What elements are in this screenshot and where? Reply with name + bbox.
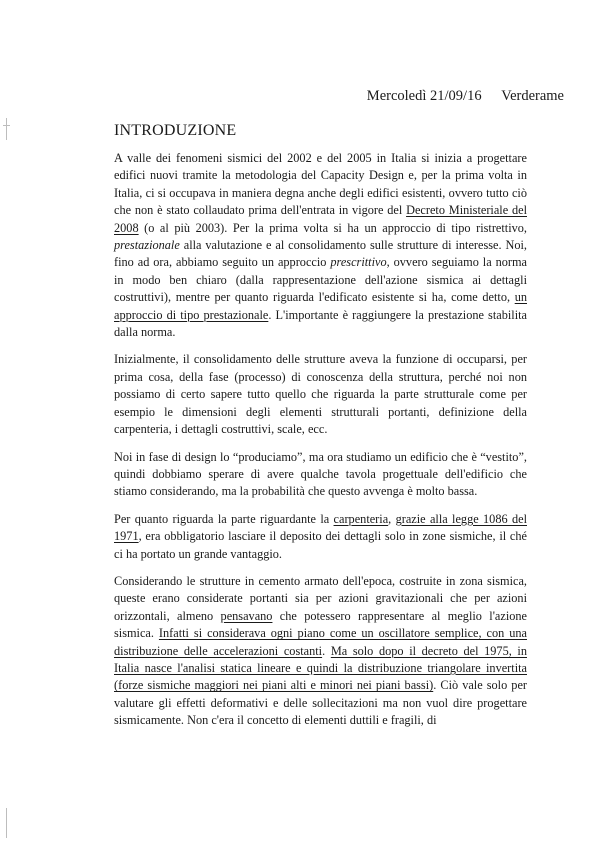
- text-run: ,: [388, 511, 396, 526]
- text-run: .: [322, 643, 331, 658]
- header-date: Mercoledì 21/09/16: [366, 88, 482, 104]
- text-run: Per quanto riguarda la parte riguardante la: [114, 511, 334, 526]
- paragraph-2: Inizialmente, il consolidamento delle strutture aveva la funzione di occuparsi, per prima cosa, della fase (processo) di conoscenza della struttura, perché noi non possiamo di certo sapere tutto quello che riguarda la parte strutturale come per esempio le dimensioni degli elementi strutturali portanti, definizione della carpenteria, i dettagli costruttivi, scale, ecc.: [114, 352, 527, 437]
- binder-margin-mark: [6, 808, 7, 838]
- document-body: [114, 150, 527, 740]
- underlined-text: Decreto Ministeriale del 2008: [114, 203, 527, 235]
- paragraph-3: Noi in fase di design lo “produciamo”, ma ora studiamo un edificio che è “vestito”, quindi dobbiamo sperare di avere qualche tavola progettuale dell'edificio che stiamo considerando, ma la probabilità che questo avvenga è molto bassa.: [114, 449, 527, 499]
- section-title: INTRODUZIONE: [114, 122, 237, 139]
- header-location: Verderame: [501, 88, 564, 104]
- paragraph-5: [114, 573, 527, 730]
- underlined-text: pensavano: [220, 608, 273, 623]
- underlined-text: carpenteria: [333, 511, 389, 526]
- emphasized-text: prescrittivo: [330, 255, 387, 270]
- paragraph-1: [114, 150, 527, 341]
- page-header: [367, 88, 564, 105]
- binder-margin-mark: [6, 118, 7, 140]
- text-run: alla valutazione e al consolidamento sulle strutture di interesse. Noi, fino ad ora, abbiamo seguito un approccio: [114, 238, 527, 270]
- underlined-text: Infatti si considerava ogni piano come un oscillatore semplice, con una distribuzione delle accelerazioni costanti: [114, 626, 527, 658]
- text-run: (o al più 2003). Per la prima volta si ha un approccio di tipo ristrettivo,: [138, 220, 527, 235]
- text-run: A valle dei fenomeni sismici del 2002 e del 2005 in Italia si inizia a progettare edifici nuovi tramite la metodologia del Capacity Design e, per la prima volta in Italia, ci si occupava in maniera degna anche degli edifici esistenti, ovvero tutto ciò che non è stato collaudato prima dell'entrata in vigore del: [114, 151, 527, 218]
- text-run: , ovvero seguiamo la norma in modo ben chiaro (dalla rappresentazione dell'azione sismica ai dettagli costruttivi), mentre per quanto riguarda l'edificato esistente si ha, come detto,: [114, 255, 527, 305]
- text-run: , era obbligatorio lasciare il deposito dei dettagli solo in zone sismiche, il ché ci ha portato un grande vantaggio.: [114, 529, 527, 561]
- emphasized-text: prestazionale: [114, 238, 180, 253]
- binder-margin-tick: [3, 125, 10, 126]
- text-run: Considerando le strutture in cemento armato dell'epoca, costruite in zona sismica, queste erano considerate portanti sia per azioni gravitazionali che per azioni orizzontali, almeno: [114, 573, 527, 623]
- underlined-text: Ma solo dopo il decreto del 1975, in Italia nasce l'analisi statica lineare e quindi la distribuzione triangolare invertita (forze sismiche maggiori nei piani alti e minori nei piani bassi): [114, 643, 527, 693]
- text-run: che potessero rappresentare al meglio l'azione sismica.: [114, 608, 528, 641]
- text-run: . Ciò vale solo per valutare gli effetti deformativi e delle sollecitazioni ma non vuol dire progettare sismicamente. Non c'era il concetto di elementi duttili e fragili, di: [114, 678, 527, 728]
- text-run: . L'importante è raggiungere la prestazione stabilita dalla norma.: [114, 307, 527, 340]
- underlined-text: grazie alla legge 1086 del 1971: [114, 511, 527, 544]
- paragraph-4: [114, 511, 527, 563]
- underlined-text: un approccio di tipo prestazionale: [114, 290, 527, 322]
